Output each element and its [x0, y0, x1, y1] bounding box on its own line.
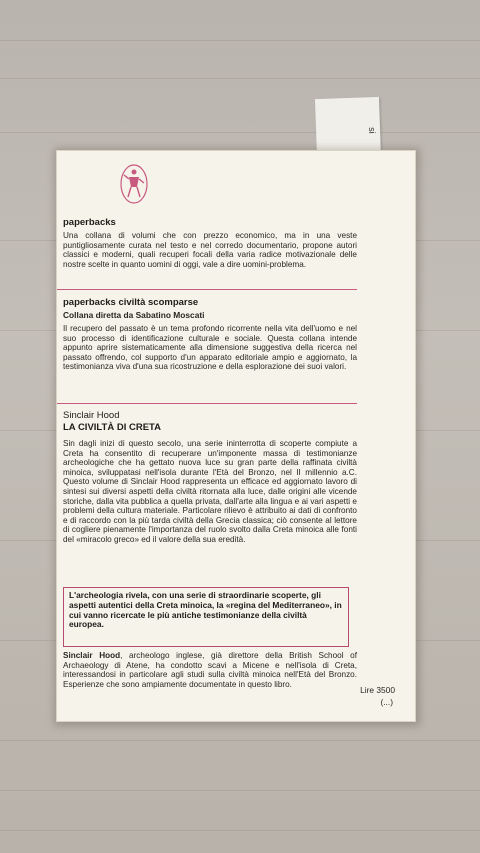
- collection-editor: Collana diretta da Sabatino Moscati: [63, 310, 205, 320]
- author-bio: [63, 651, 357, 689]
- slip-text: si: [366, 126, 378, 134]
- code-label: (...): [380, 697, 393, 707]
- series-title: paperbacks: [63, 217, 116, 228]
- highlight-box: L'archeologia rivela, con una serie di straordinarie scoperte, gli aspetti autentici della Creta minoica, la «regina del Mediterraneo», in cui vanno ricercate le più antiche testimonianze della civiltà europea.: [63, 587, 349, 647]
- series-description: Una collana di volumi che con prezzo economico, ma in una veste puntigliosamente curata nel testo e nel corredo documentario, propone autori classici e moderni, quali recuperi focali della varia radice motivazionale delle nostre scelte in quanto uomini di oggi, vale a dire uomini-problema.: [63, 231, 357, 269]
- book-back-cover: [56, 150, 416, 722]
- collection-description: Il recupero del passato è un tema profondo ricorrente nella vita dell'uomo e nel suo processo di identificazione culturale e sociale. Questa collana intende appunto aprire sistematicamente alla dimensione suggestiva della ricerca nel passato offrendo, col supporto d'un apparato editoriale ampio e aggiornato, la testimonianza viva d'una sua ricostruzione e della esplorazione dei suoi valori.: [63, 324, 357, 372]
- collection-title: paperbacks civiltà scomparse: [63, 297, 199, 308]
- book-title: LA CIVILTÀ DI CRETA: [63, 422, 161, 433]
- divider-2: [57, 403, 357, 404]
- jester-logo-icon: [119, 163, 149, 205]
- price-label: Lire 3500: [360, 685, 395, 695]
- bio-text: , archeologo inglese, già direttore della British School of Archaeology di Atene, ha condotto scavi a Micene e nell'isola di Creta, interessandosi in particolare agli studi sulla civiltà minoica nell'Età del Bronzo. Esperienze che sono ampiamente documentate in questo libro.: [63, 651, 357, 689]
- bio-author-name: Sinclair Hood: [63, 651, 121, 660]
- book-author: Sinclair Hood: [63, 410, 120, 421]
- book-description: Sin dagli inizi di questo secolo, una serie ininterrotta di scoperte compiute a Creta ha consentito di recuperare un'imponente massa di testimonianze archeologiche che ha gettato nuova luce su gran parte della raffinata civiltà minoica, sviluppatasi nell'isola durante l'Età del Bronzo, nel II millennio a.C. Questo volume di Sinclair Hood rappresenta un efficace ed aggiornato lavoro di sintesi sui diversi aspetti della civiltà ritornata alla luce, dalle origini alle vicende storiche, dalla vita pubblica a quella privata, dall'arte alla lingua e ai vari aspetti e problemi della cultura materiale. Particolare rilievo è attribuito ai dati di confronto e di raccordo con la più tarda civiltà della Grecia classica; ciò consente al lettore di cogliere pienamente l'importanza del ruolo svolto dalla Creta minoica alle fonti del «miracolo greco» ed il valore della sua eredità.: [63, 439, 357, 544]
- divider-1: [57, 289, 357, 290]
